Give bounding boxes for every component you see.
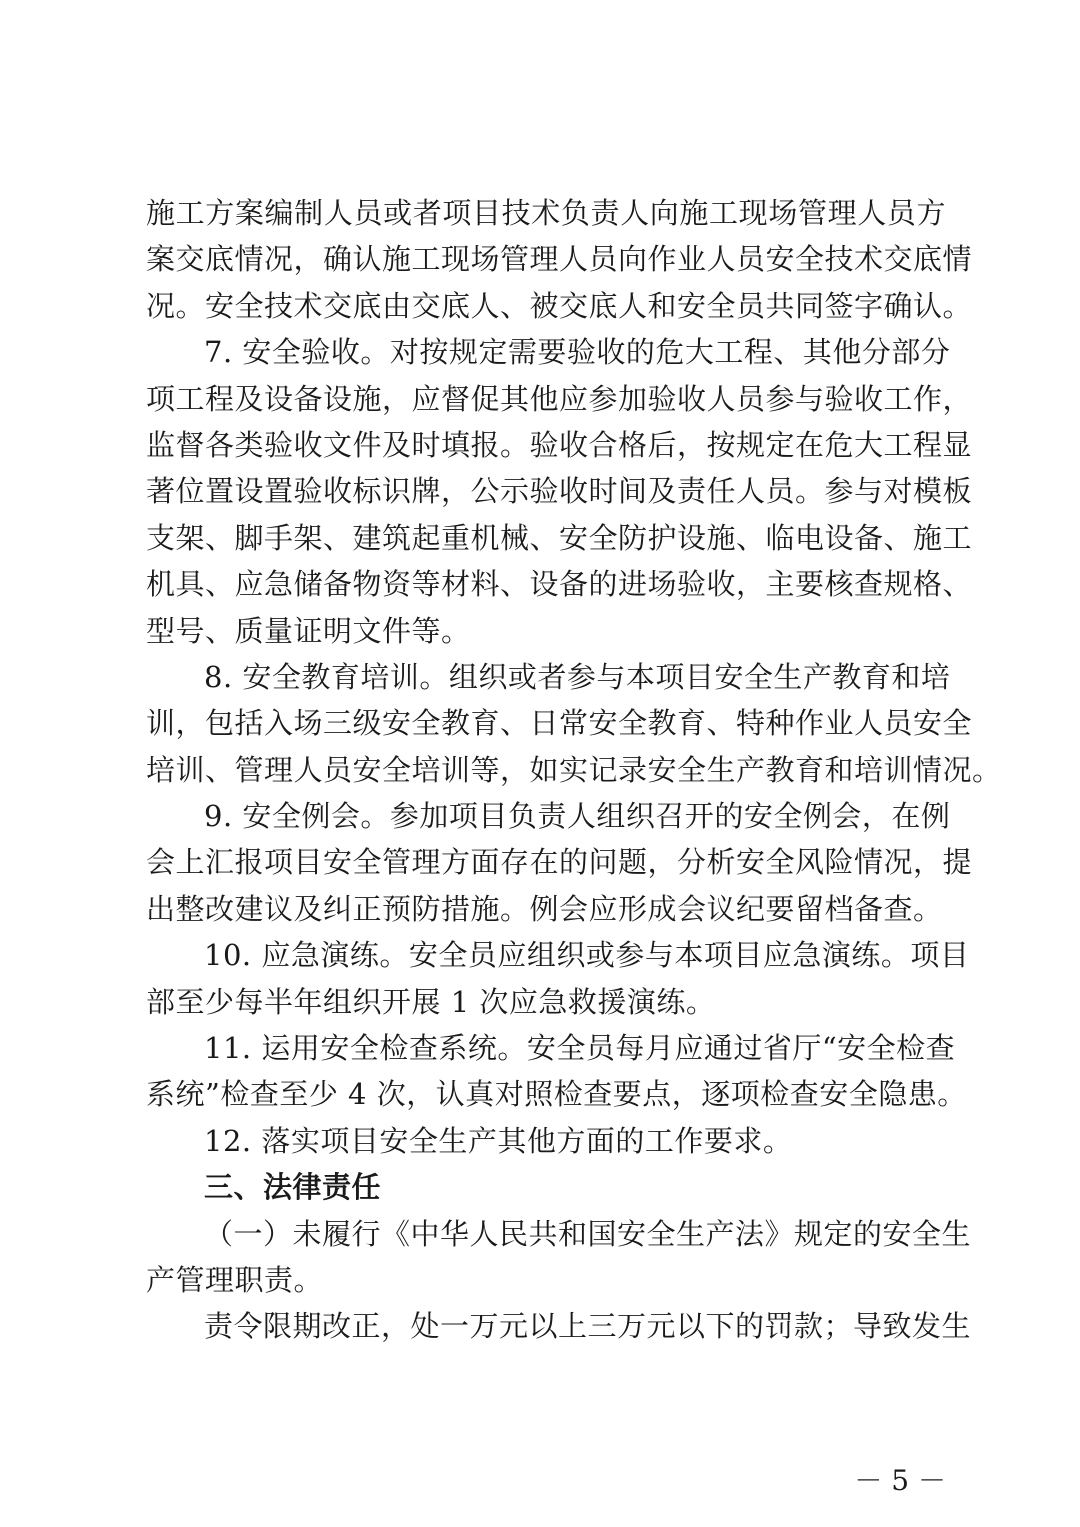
text-line: 系统”检查至少 4 次，认真对照检查要点，逐项检查安全隐患。 [146,1077,967,1112]
text-line: 培训、管理人员安全培训等，如实记录安全生产教育和培训情况。 [146,752,1002,787]
text-line: 10. 应急演练。安全员应组织或参与本项目应急演练。项目 [204,938,970,973]
text-line: 产管理职责。 [146,1262,324,1297]
page-number: － 5 － [854,1464,946,1497]
text-line: 况。安全技术交底由交底人、被交底人和安全员共同签字确认。 [146,288,973,323]
text-line: 监督各类验收文件及时填报。验收合格后，按规定在危大工程显 [146,427,973,462]
text-line: 施工方案编制人员或者项目技术负责人向施工现场管理人员方 [146,196,946,230]
text-line: 12. 落实项目安全生产其他方面的工作要求。 [204,1123,793,1158]
text-line: 责令限期改正，处一万元以上三万元以下的罚款；导致发生 [204,1309,972,1344]
text-line: 出整改建议及纠正预防措施。例会应形成会议纪要留档备查。 [146,891,943,926]
text-line: 会上汇报项目安全管理方面存在的问题，分析安全风险情况，提 [146,845,973,880]
text-line: （一）未履行《中华人民共和国安全生产法》规定的安全生 [204,1216,972,1251]
text-line: 训，包括入场三级安全教育、日常安全教育、特种作业人员安全 [146,706,973,741]
text-line: 支架、脚手架、建筑起重机械、安全防护设施、临电设备、施工 [146,520,973,555]
text-line: 部至少每半年组织开展 1 次应急救援演练。 [146,984,716,1019]
text-line: 9. 安全例会。参加项目负责人组织召开的安全例会，在例 [204,799,951,834]
text-line: 7. 安全验收。对按规定需要验收的危大工程、其他分部分 [204,335,951,370]
document-body [146,190,1002,1350]
text-line: 机具、应急储备物资等材料、设备的进场验收，主要核查规格、 [146,567,973,602]
text-line: 项工程及设备设施，应督促其他应参加验收人员参与验收工作， [146,381,973,416]
text-line: 型号、质量证明文件等。 [146,613,471,648]
text-line: 案交底情况，确认施工现场管理人员向作业人员安全技术交底情 [146,242,973,277]
text-line: 11. 运用安全检查系统。安全员每月应通过省厅“安全检查 [204,1031,956,1066]
text-line: 8. 安全教育培训。组织或者参与本项目安全生产教育和培 [204,659,951,694]
text-line: 著位置设置验收标识牌，公示验收时间及责任人员。参与对模板 [146,474,973,509]
section-heading: 三、法律责任 [204,1170,382,1205]
